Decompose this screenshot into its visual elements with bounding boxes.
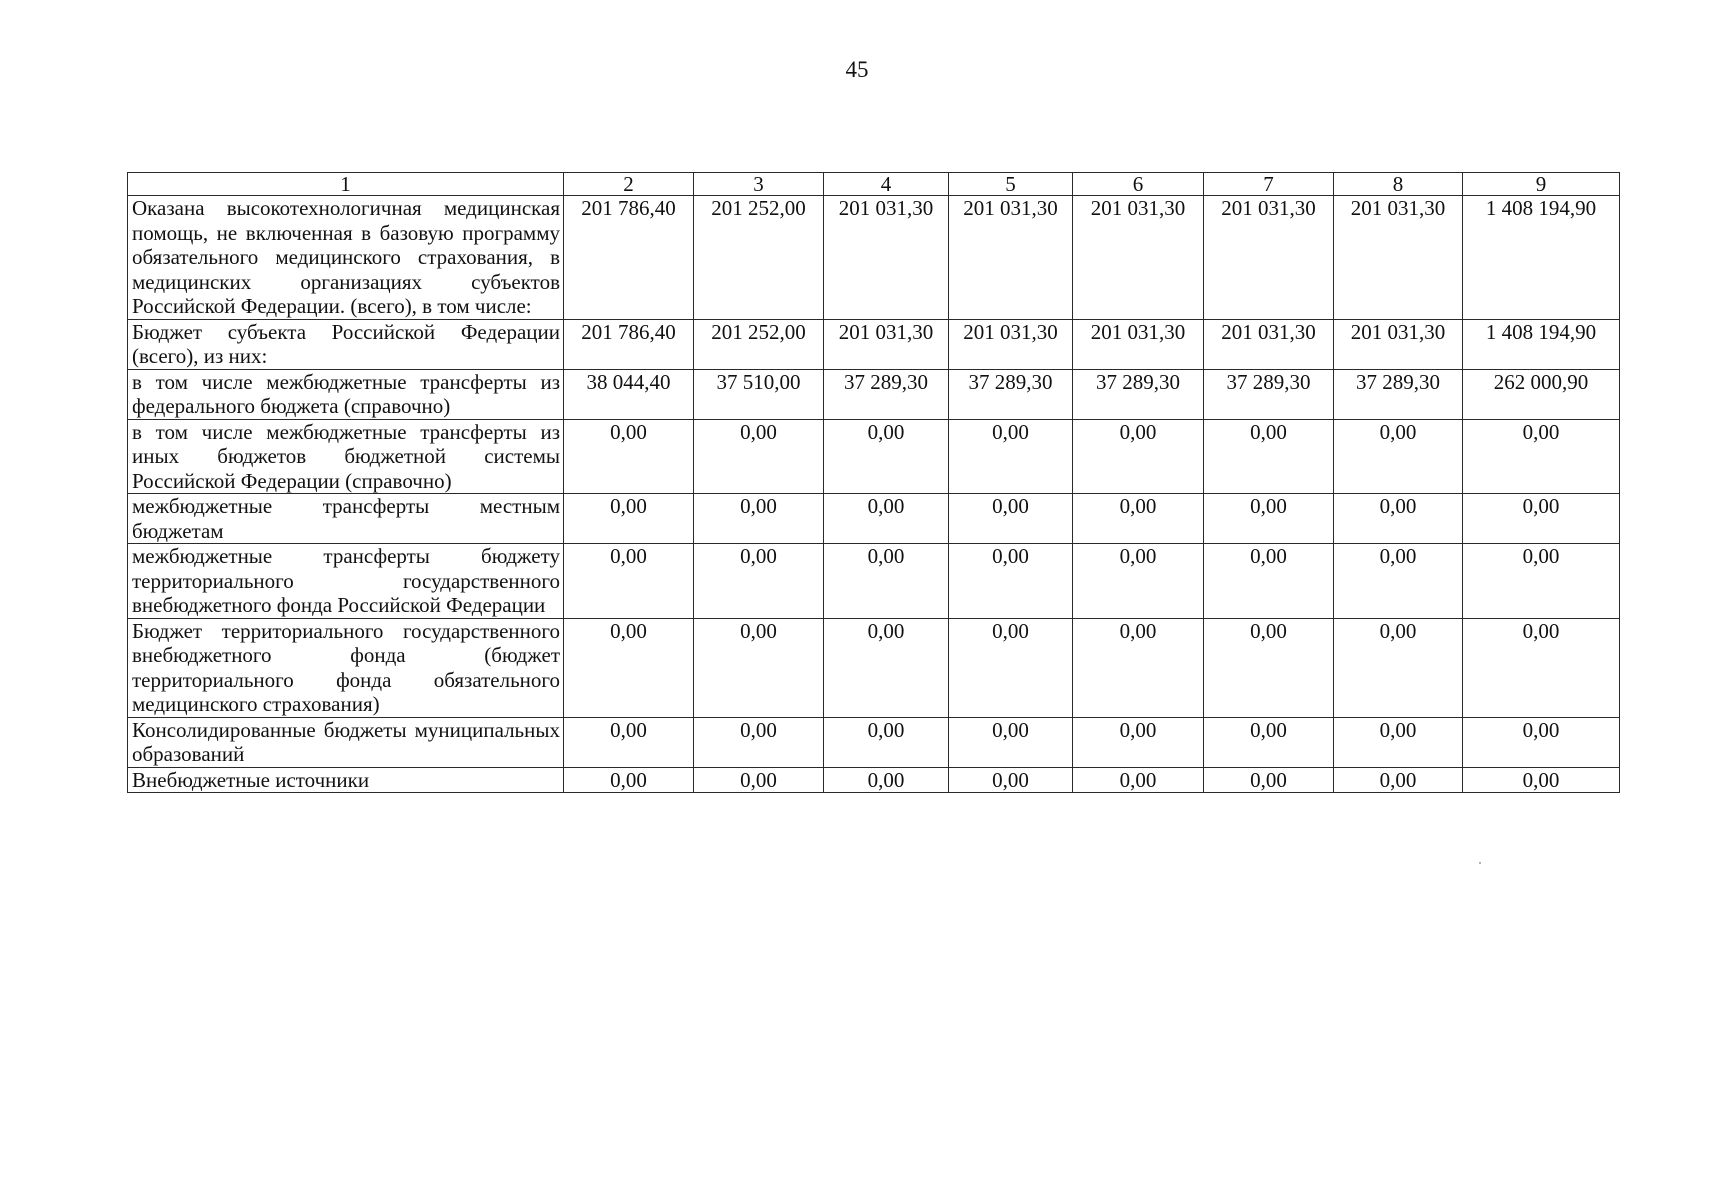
column-header: 3: [694, 173, 824, 196]
table-cell: 0,00: [694, 767, 824, 793]
table-cell: 0,00: [694, 494, 824, 544]
table-cell: 0,00: [694, 544, 824, 619]
row-label: межбюджетные трансферты бюджету территориального государственного внебюджетного фонда Российской Федерации: [128, 544, 564, 619]
table-cell: 0,00: [564, 618, 694, 717]
column-header: 8: [1334, 173, 1463, 196]
column-header: 5: [949, 173, 1073, 196]
row-label: Консолидированные бюджеты муниципальных образований: [128, 717, 564, 767]
table-cell: 201 031,30: [1334, 319, 1463, 369]
table-cell: 37 289,30: [1334, 369, 1463, 419]
page-number: 45: [845, 57, 869, 82]
table-row: [128, 717, 1620, 767]
table-cell: 0,00: [1463, 767, 1620, 793]
table-row: [128, 319, 1620, 369]
table-cell: 0,00: [824, 494, 949, 544]
column-header: 1: [128, 173, 564, 196]
table-cell: 0,00: [564, 767, 694, 793]
column-header: 6: [1073, 173, 1204, 196]
table-cell: 0,00: [694, 618, 824, 717]
row-label: в том числе межбюджетные трансферты из иных бюджетов бюджетной системы Российской Федерации (справочно): [128, 419, 564, 494]
table-cell: 0,00: [1334, 618, 1463, 717]
table-cell: 0,00: [1073, 419, 1204, 494]
table-cell: 201 031,30: [1204, 319, 1334, 369]
table-cell: 0,00: [1334, 717, 1463, 767]
table-cell: 0,00: [1334, 544, 1463, 619]
row-label: Бюджет территориального государственного внебюджетного фонда (бюджет территориального фонда обязательного медицинского страхования): [128, 618, 564, 717]
table-cell: 0,00: [1073, 767, 1204, 793]
table-cell: 0,00: [564, 494, 694, 544]
table-cell: 0,00: [1204, 494, 1334, 544]
table-cell: 0,00: [824, 544, 949, 619]
table-row: [128, 494, 1620, 544]
table-cell: 0,00: [949, 717, 1073, 767]
table-cell: 0,00: [564, 544, 694, 619]
table-cell: 0,00: [1334, 419, 1463, 494]
table-cell: 0,00: [949, 767, 1073, 793]
table-cell: 1 408 194,90: [1463, 319, 1620, 369]
table-cell: 0,00: [694, 419, 824, 494]
table-cell: 201 031,30: [1204, 196, 1334, 320]
table-cell: 201 252,00: [694, 319, 824, 369]
column-header: 7: [1204, 173, 1334, 196]
table-row: [128, 767, 1620, 793]
table-cell: 0,00: [824, 717, 949, 767]
table-row: [128, 618, 1620, 717]
table-cell: 0,00: [1463, 419, 1620, 494]
table-cell: 37 289,30: [824, 369, 949, 419]
table-cell: 201 031,30: [824, 319, 949, 369]
column-header: 4: [824, 173, 949, 196]
table-cell: 0,00: [824, 767, 949, 793]
table-cell: 0,00: [949, 419, 1073, 494]
table-cell: 0,00: [1204, 618, 1334, 717]
table-cell: 201 031,30: [1073, 319, 1204, 369]
row-label: Бюджет субъекта Российской Федерации (всего), из них:: [128, 319, 564, 369]
table-cell: 0,00: [824, 618, 949, 717]
table-cell: 0,00: [1073, 544, 1204, 619]
table-cell: 201 786,40: [564, 196, 694, 320]
table-cell: 0,00: [1204, 544, 1334, 619]
table-cell: 0,00: [949, 494, 1073, 544]
table-cell: 0,00: [949, 544, 1073, 619]
row-label: межбюджетные трансферты местным бюджетам: [128, 494, 564, 544]
table-cell: 0,00: [1334, 494, 1463, 544]
budget-table: [127, 172, 1620, 793]
column-header: 9: [1463, 173, 1620, 196]
table-cell: 201 031,30: [949, 196, 1073, 320]
column-header: 2: [564, 173, 694, 196]
table-cell: 0,00: [1204, 419, 1334, 494]
table-cell: 201 252,00: [694, 196, 824, 320]
table-cell: 0,00: [1073, 717, 1204, 767]
table-cell: 0,00: [1463, 717, 1620, 767]
table-cell: 37 289,30: [949, 369, 1073, 419]
table-cell: 201 786,40: [564, 319, 694, 369]
table-cell: 201 031,30: [1334, 196, 1463, 320]
table-cell: 0,00: [1463, 618, 1620, 717]
table-cell: 38 044,40: [564, 369, 694, 419]
table-cell: 0,00: [949, 618, 1073, 717]
table-row: [128, 419, 1620, 494]
table-cell: 0,00: [1204, 767, 1334, 793]
table-cell: 37 289,30: [1073, 369, 1204, 419]
table-cell: 262 000,90: [1463, 369, 1620, 419]
table-cell: 0,00: [1204, 717, 1334, 767]
table-cell: 0,00: [824, 419, 949, 494]
table-cell: 0,00: [1073, 618, 1204, 717]
row-label: Внебюджетные источники: [128, 767, 564, 793]
table-row: [128, 196, 1620, 320]
table-cell: 201 031,30: [949, 319, 1073, 369]
table-cell: 1 408 194,90: [1463, 196, 1620, 320]
table-cell: 37 289,30: [1204, 369, 1334, 419]
table-row: [128, 544, 1620, 619]
table-cell: 0,00: [564, 419, 694, 494]
table-cell: 0,00: [694, 717, 824, 767]
column-number-row: [128, 173, 1620, 196]
table-cell: 201 031,30: [1073, 196, 1204, 320]
table-cell: 201 031,30: [824, 196, 949, 320]
table-cell: 0,00: [1463, 494, 1620, 544]
table-cell: 0,00: [1073, 494, 1204, 544]
row-label: Оказана высокотехнологичная медицинская помощь, не включенная в базовую программу обязательного медицинского страхования, в медицинских организациях субъектов Российской Федерации. (всего), в том числе:: [128, 196, 564, 320]
table-cell: 0,00: [1463, 544, 1620, 619]
table-cell: 0,00: [1334, 767, 1463, 793]
table-row: [128, 369, 1620, 419]
table-cell: 0,00: [564, 717, 694, 767]
table-cell: 37 510,00: [694, 369, 824, 419]
row-label: в том числе межбюджетные трансферты из федерального бюджета (справочно): [128, 369, 564, 419]
scan-speck: [1479, 862, 1481, 864]
